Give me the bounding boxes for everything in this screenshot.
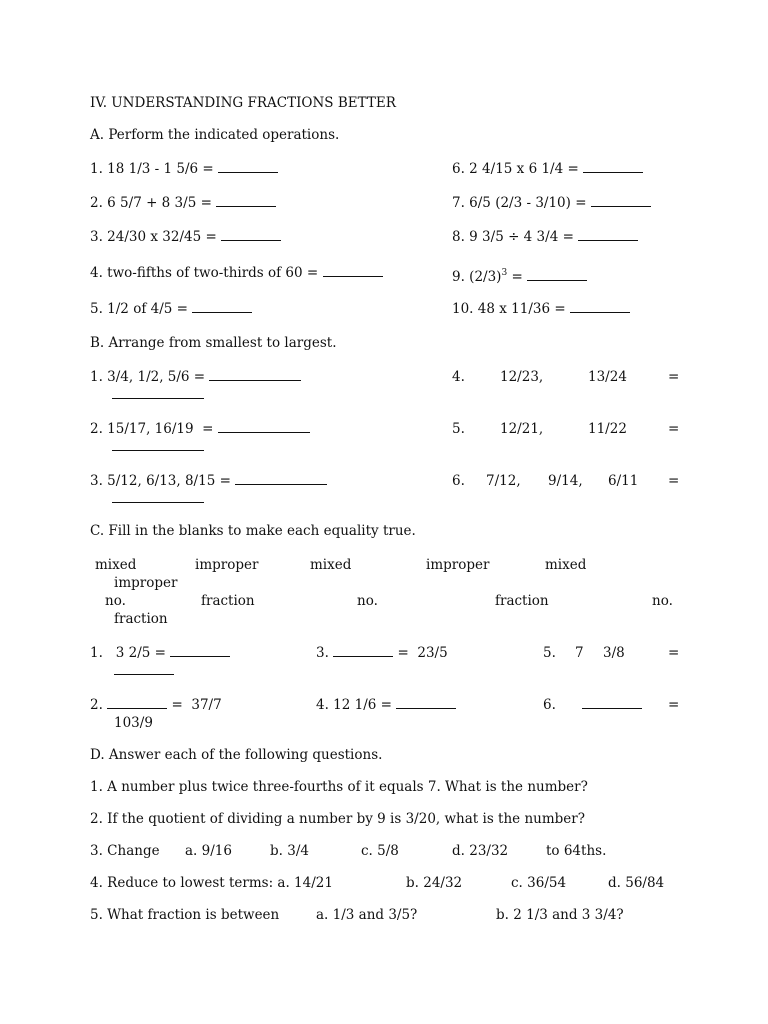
b-item-5-wrap bbox=[112, 438, 204, 456]
c-header-improper-3: improper bbox=[114, 575, 178, 591]
answer-blank[interactable] bbox=[218, 420, 310, 433]
a-item-3: 3. 24/30 x 32/45 = bbox=[90, 228, 281, 246]
c-item-5-a: 7 bbox=[575, 645, 584, 661]
answer-blank[interactable] bbox=[112, 386, 204, 399]
b-item-3: 3. 5/12, 6/13, 8/15 = bbox=[90, 472, 327, 490]
c-header-no-2: no. bbox=[357, 593, 378, 609]
d-q3-b: b. 3/4 bbox=[270, 843, 309, 859]
a-item-5: 5. 1/2 of 4/5 = bbox=[90, 300, 252, 318]
a-item-4: 4. two-fifths of two-thirds of 60 = bbox=[90, 264, 383, 282]
a-item-6: 6. 2 4/15 x 6 1/4 = bbox=[452, 160, 643, 178]
c-header-mixed-3: mixed bbox=[545, 557, 587, 573]
b-item-6-a: 7/12, bbox=[486, 473, 521, 489]
a-item-8: 8. 9 3/5 ÷ 4 3/4 = bbox=[452, 228, 638, 246]
a-item-1: 1. 18 1/3 - 1 5/6 = bbox=[90, 160, 278, 178]
b-item-6-b: 9/14, bbox=[548, 473, 583, 489]
d-q4-c: c. 36/54 bbox=[511, 875, 567, 891]
c-item-2-wrap: 103/9 bbox=[114, 715, 153, 731]
c-header-fraction-2: fraction bbox=[495, 593, 549, 609]
c-item-6-num: 6. bbox=[543, 697, 556, 713]
b-item-4-wrap bbox=[112, 386, 204, 404]
d-q4-b: b. 24/32 bbox=[406, 875, 463, 891]
c-item-6-eq: = bbox=[668, 697, 680, 713]
b-item-6-num: 6. bbox=[452, 473, 465, 489]
answer-blank[interactable] bbox=[582, 696, 642, 709]
d-question-2: 2. If the quotient of dividing a number by 9 is 3/20, what is the number? bbox=[90, 811, 585, 827]
c-header-improper-1: improper bbox=[195, 557, 259, 573]
d-question-1: 1. A number plus twice three-fourths of it equals 7. What is the number? bbox=[90, 779, 588, 795]
c-item-5-num: 5. bbox=[543, 645, 556, 661]
answer-blank[interactable] bbox=[578, 228, 638, 241]
c-header-mixed-2: mixed bbox=[310, 557, 352, 573]
answer-blank[interactable] bbox=[209, 368, 301, 381]
b-item-6-wrap bbox=[112, 490, 204, 508]
answer-blank[interactable] bbox=[591, 194, 651, 207]
c-item-1: 1. 3 2/5 = bbox=[90, 644, 230, 662]
b-item-4-a: 12/23, bbox=[500, 369, 544, 385]
b-item-4-num: 4. bbox=[452, 369, 465, 385]
d-q3-label: 3. Change bbox=[90, 843, 160, 859]
b-item-5-b: 11/22 bbox=[588, 421, 627, 437]
b-item-4-b: 13/24 bbox=[588, 369, 627, 385]
b-item-1: 1. 3/4, 1/2, 5/6 = bbox=[90, 368, 301, 386]
a-item-10: 10. 48 x 11/36 = bbox=[452, 300, 630, 318]
d-q5-label: 5. What fraction is between bbox=[90, 907, 280, 923]
d-q4-d: d. 56/84 bbox=[608, 875, 665, 891]
d-q4-label: 4. Reduce to lowest terms: a. 14/21 bbox=[90, 875, 333, 891]
d-q3-c: c. 5/8 bbox=[361, 843, 399, 859]
c-item-4: 4. 12 1/6 = bbox=[316, 696, 456, 714]
section-b-heading: B. Arrange from smallest to largest. bbox=[90, 335, 337, 351]
a-item-2: 2. 6 5/7 + 8 3/5 = bbox=[90, 194, 276, 212]
c-header-fraction-1: fraction bbox=[201, 593, 255, 609]
answer-blank[interactable] bbox=[218, 160, 278, 173]
d-q3-a: a. 9/16 bbox=[185, 843, 232, 859]
b-item-6-c: 6/11 bbox=[608, 473, 639, 489]
c-header-mixed-1: mixed bbox=[95, 557, 137, 573]
answer-blank[interactable] bbox=[170, 644, 230, 657]
c-item-5-eq: = bbox=[668, 645, 680, 661]
d-q5-b: b. 2 1/3 and 3 3/4? bbox=[496, 907, 624, 923]
c-item-2: 2. = 37/7 bbox=[90, 697, 222, 713]
b-item-5-a: 12/21, bbox=[500, 421, 544, 437]
section-c-heading: C. Fill in the blanks to make each equality true. bbox=[90, 523, 416, 539]
a-item-9: 9. $(2/3)^3$ = bbox=[452, 264, 587, 286]
section-d-heading: D. Answer each of the following questions. bbox=[90, 747, 383, 763]
c-header-no-3: no. bbox=[652, 593, 673, 609]
exponent: 3 bbox=[501, 268, 508, 278]
answer-blank[interactable] bbox=[527, 268, 587, 281]
d-q3-d: d. 23/32 bbox=[452, 843, 509, 859]
answer-blank[interactable] bbox=[216, 194, 276, 207]
answer-blank[interactable] bbox=[114, 662, 174, 675]
c-item-6-blank bbox=[582, 696, 642, 714]
answer-blank[interactable] bbox=[112, 490, 204, 503]
d-q5-a: a. 1/3 and 3/5? bbox=[316, 907, 418, 923]
c-item-3: 3. = 23/5 bbox=[316, 645, 448, 661]
answer-blank[interactable] bbox=[570, 300, 630, 313]
c-header-fraction-3: fraction bbox=[114, 611, 168, 627]
d-q3-tail: to 64ths. bbox=[546, 843, 607, 859]
a-item-7: 7. 6/5 (2/3 - 3/10) = bbox=[452, 194, 651, 212]
page-title: IV. UNDERSTANDING FRACTIONS BETTER bbox=[90, 95, 396, 111]
c-item-5-b: 3/8 bbox=[603, 645, 625, 661]
b-item-6-eq: = bbox=[668, 473, 680, 489]
answer-blank[interactable] bbox=[192, 300, 252, 313]
b-item-5-eq: = bbox=[668, 421, 680, 437]
section-a-heading: A. Perform the indicated operations. bbox=[90, 127, 340, 143]
answer-blank[interactable] bbox=[221, 228, 281, 241]
answer-blank[interactable] bbox=[583, 160, 643, 173]
answer-blank[interactable] bbox=[112, 438, 204, 451]
answer-blank[interactable] bbox=[107, 696, 167, 709]
answer-blank[interactable] bbox=[235, 472, 327, 485]
b-item-2: 2. 15/17, 16/19 = bbox=[90, 420, 310, 438]
c-header-improper-2: improper bbox=[426, 557, 490, 573]
b-item-4-eq: = bbox=[668, 369, 680, 385]
answer-blank[interactable] bbox=[323, 264, 383, 277]
c-header-no-1: no. bbox=[105, 593, 126, 609]
b-item-5-num: 5. bbox=[452, 421, 465, 437]
answer-blank[interactable] bbox=[396, 696, 456, 709]
answer-blank[interactable] bbox=[333, 644, 393, 657]
c-item-5-wrap bbox=[114, 662, 174, 680]
